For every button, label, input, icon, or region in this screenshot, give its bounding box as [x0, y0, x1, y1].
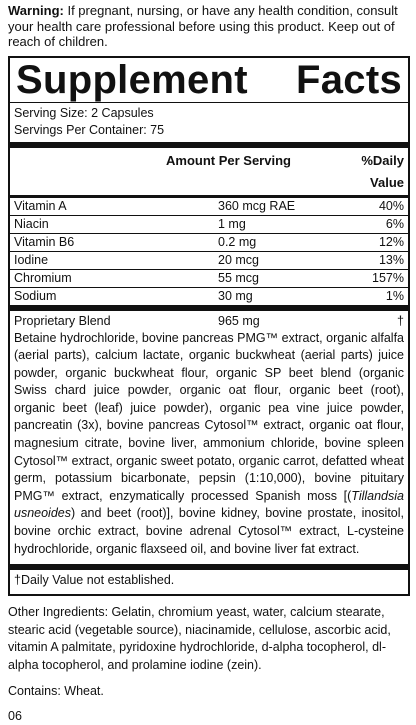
allergen-statement: Contains: Wheat.: [8, 683, 104, 698]
product-code: 06: [8, 708, 22, 723]
nutrient-row: [10, 270, 408, 288]
nutrient-dv: 6%: [385, 216, 404, 231]
nutrient-table: [14, 198, 404, 305]
nutrient-row: [10, 198, 408, 216]
warning-body: If pregnant, nursing, or have any health condition, consult your health care professional before using this product. Keep out of reach of children.: [8, 3, 398, 49]
blend-ingredients: [14, 330, 404, 565]
serving-size: Serving Size: 2 Capsules: [14, 105, 154, 120]
header-daily-value: %Daily Value: [361, 152, 404, 190]
nutrient-row: [10, 252, 408, 270]
nutrient-dv: 1%: [385, 288, 404, 303]
facts-title-right: Facts: [296, 57, 402, 102]
nutrient-dv: 157%: [372, 270, 404, 285]
nutrient-row: [10, 234, 408, 252]
other-ingredients: Other Ingredients: Gelatin, chromium yeast, water, calcium stearate, stearic acid (vegetable source), niacinamide, cellulose, ascorbic acid, vitamin A palmitate, pyridoxine hydrochloride, d-alpha tocopherol, dl-alpha tocopherol, and prolamine iodine (zein).: [8, 605, 391, 672]
daily-value-footnote: †Daily Value not established.: [14, 573, 175, 588]
nutrient-name: Vitamin B6: [14, 234, 75, 249]
servings-per-container: Servings Per Container: 75: [14, 122, 165, 137]
nutrient-name: Sodium: [14, 288, 57, 303]
blend-text-part1: Betaine hydrochloride, bovine pancreas PMG™ extract, organic alfalfa (aerial parts), calcium lactate, organic buckwheat (aerial parts) juice powder, organic buckwheat flour, organic SP beet blend (organic Swiss chard juice powder, organic oat flour, organic beet (root), organic beet (leaf) juice powder), organic pea vine juice powder, pancreatin (3x), bovine pancreas Cytosol™ extract, organic oat flour, magnesium citrate, bovine liver, ammonium chloride, bovine spleen Cytosol™ extract, organic sweet potato, organic carrot, defatted wheat germ, potassium bicarbonate, pepsin (1:10,000), bovine pituitary PMG™ extract, enzymatically processed Spanish moss [(: [14, 330, 404, 503]
nutrient-amount: 360 mcg RAE: [218, 198, 296, 213]
nutrient-dv: 13%: [378, 252, 404, 267]
nutrient-amount: 1 mg: [218, 216, 246, 231]
nutrient-amount: 55 mcg: [218, 270, 259, 285]
blend-text-italic: Tillandsia usneoides: [14, 488, 404, 521]
blend-amount: 965 mg: [218, 313, 260, 328]
blend-row: [14, 311, 404, 330]
nutrient-row: [10, 288, 408, 305]
facts-title-left: Supplement: [16, 57, 248, 102]
serving-info: [14, 103, 404, 139]
header-amount: Amount Per Serving: [166, 152, 291, 168]
facts-title: [14, 58, 404, 100]
nutrient-amount: 30 mg: [218, 288, 253, 303]
nutrient-name: Niacin: [14, 216, 49, 231]
nutrient-dv: 12%: [378, 234, 404, 249]
blend-name: Proprietary Blend: [14, 313, 111, 328]
warning-label: Warning:: [8, 3, 64, 18]
nutrient-amount: 20 mcg: [218, 252, 259, 267]
nutrient-dv: 40%: [378, 198, 404, 213]
nutrient-row: [10, 216, 408, 234]
nutrient-name: Chromium: [14, 270, 72, 285]
nutrient-name: Iodine: [14, 252, 49, 267]
supplement-facts-panel: [8, 56, 410, 597]
blend-text-part2: ) and beet (root)], bovine kidney, bovine prostate, inositol, bovine orchic extract, bovine adrenal Cytosol™ extract, L-cysteine hydrochloride, organic flaxseed oil, and bovine liver fat extract.: [14, 506, 404, 556]
warning-text: [8, 3, 410, 50]
nutrient-name: Vitamin A: [14, 198, 67, 213]
blend-dv: †: [397, 313, 404, 328]
column-header: [14, 148, 404, 195]
nutrient-amount: 0.2 mg: [218, 234, 257, 249]
